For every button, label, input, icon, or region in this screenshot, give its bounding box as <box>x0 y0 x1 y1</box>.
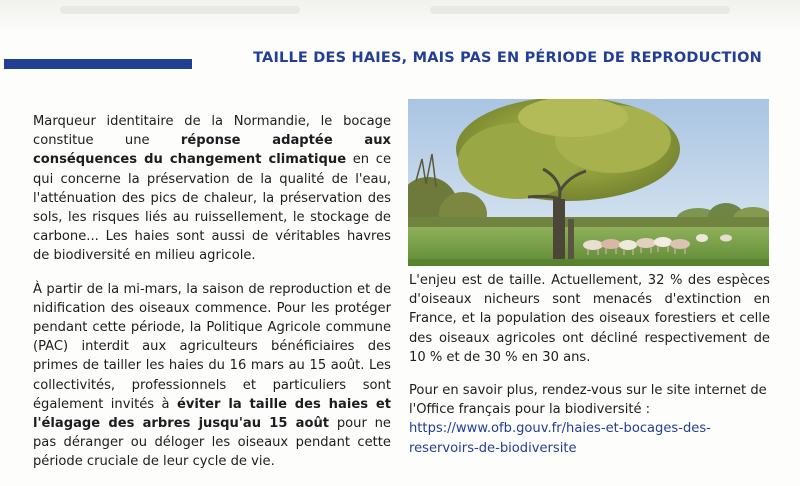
season-text-1: À partir de la mi-mars, la saison de reproduction et de nidification des oiseaux commence. Pour les protéger pendant cette période, la Politique Agricole commune (PAC) interdit aux agriculteurs bénéficiaires des primes de tailler les haies du 16 mars au 15 août. Les collectivités, professionnels et particuliers sont également invités à <box>33 281 391 412</box>
season-emphasis: éviter la taille des haies et l'élagage des arbres jusqu'au 15 août <box>33 396 391 432</box>
intro-emphasis: réponse adaptée aux conséquences du changement climatique <box>33 133 391 168</box>
pasture-photo <box>408 99 769 266</box>
previous-page-bleed <box>0 0 800 30</box>
intro-paragraph <box>33 112 391 266</box>
season-text-2: pour ne pas déranger ou déloger les oiseaux pendant cette période cruciale de leur cycle de vie. <box>33 416 391 470</box>
intro-text-2: en ce qui concerne la préservation de la qualité de l'eau, l'atténuation des pics de chaleur, la préservation des sols, les risques liés au ruissellement, le stockage de carbone... Les haies sont aussi de véritables havres de biodiversité en milieu agricole. <box>33 152 391 264</box>
left-column <box>33 112 391 486</box>
intro-text-1: Marqueur identitaire de la Normandie, le bocage constitue une <box>33 114 391 149</box>
pasture-illustration <box>408 99 769 266</box>
more-info-text: Pour en savoir plus, rendez-vous sur le site internet de l'Office français pour la biodiversité : <box>409 383 767 418</box>
season-paragraph <box>33 280 391 472</box>
article-title: TAILLE DES HAIES, MAIS PAS EN PÉRIODE DE REPRODUCTION <box>253 50 762 66</box>
stakes-paragraph: L'enjeu est de taille. Actuellement, 32 % des espèces d'oiseaux nicheurs sont menacés d'extinction en France, et la population des oiseaux forestiers et celle des oiseaux agricoles ont décliné respectivement de 10 % et de 30 % en 30 ans. <box>409 273 770 365</box>
more-info-paragraph <box>409 381 770 458</box>
right-column <box>409 271 770 472</box>
title-accent-bar <box>4 59 192 69</box>
ofb-link[interactable]: https://www.ofb.gouv.fr/haies-et-bocages-des-reservoirs-de-biodiversite <box>409 421 711 456</box>
